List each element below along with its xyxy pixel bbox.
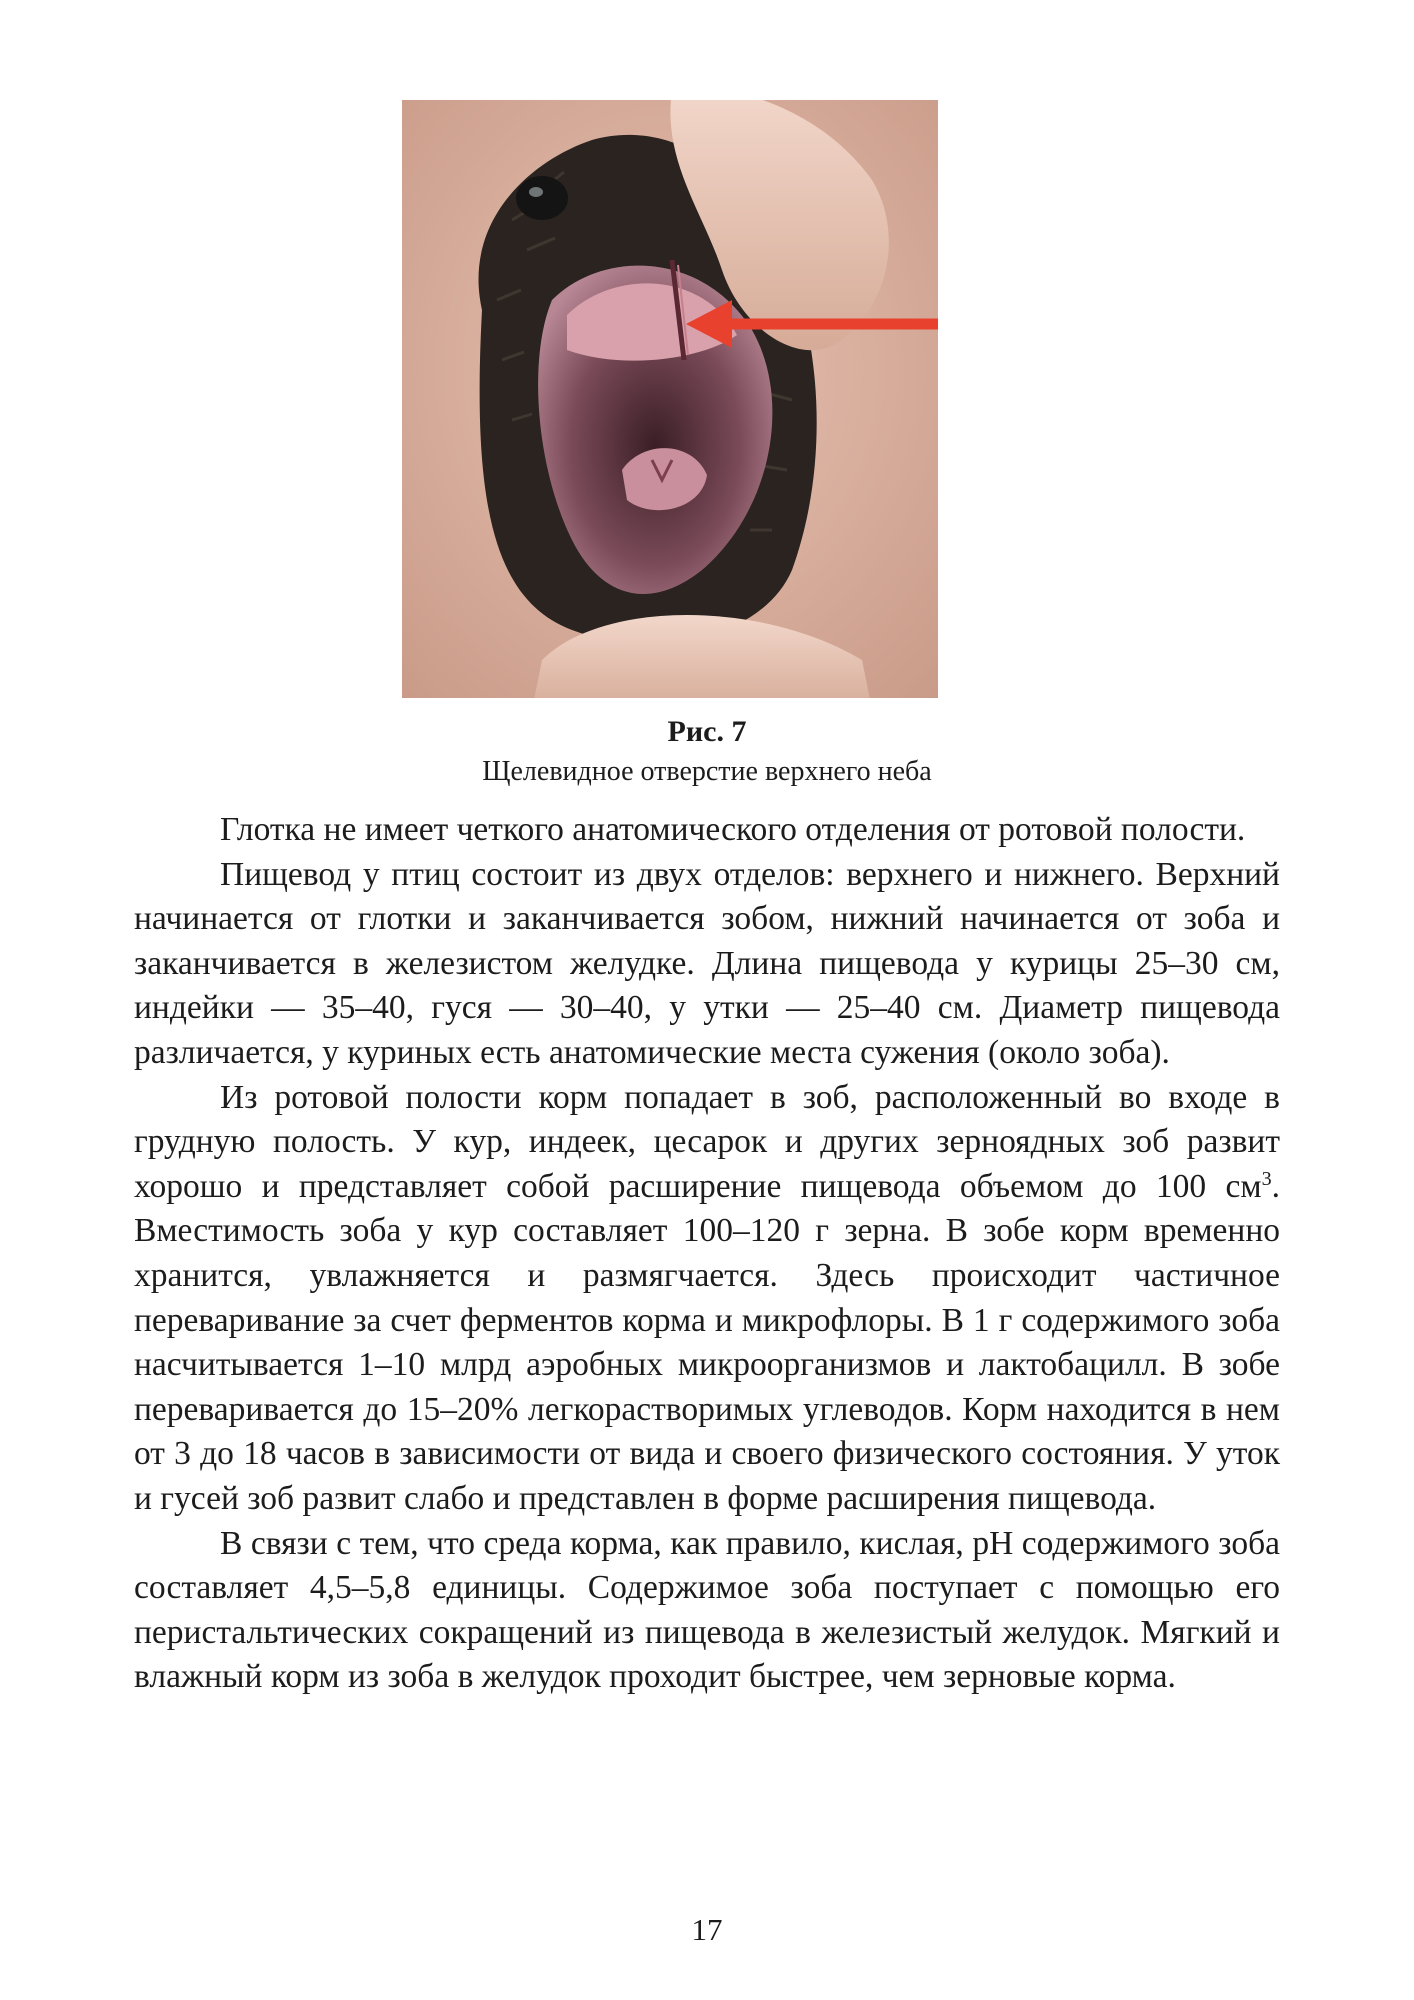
superscript-cubic: 3 xyxy=(1261,1167,1272,1190)
paragraph-crop-part-2: . Вместимость зоба у кур составляет 100–120 г зерна. В зобе корм временно хранится, увлажняется и размягчается. Здесь происходит частичное переваривание за счет ферментов корма и микрофлоры. В 1 г содержимого зоба насчитывается 1–10 млрд аэробных микроорганизмов и лактобацилл. В зобе переваривается до 15–20% легкорастворимых углеводов. Корм находится в нем от 3 до 18 часов в зависимости от вида и своего физического состояния. У уток и гусей зоб развит слабо и представлен в форме расширения пищевода. xyxy=(134,1167,1280,1517)
figure-caption: Щелевидное отверстие верхнего неба xyxy=(482,756,932,787)
palate-photo-illustration xyxy=(402,100,938,698)
paragraph-crop-part-1: Из ротовой полости корм попадает в зоб, расположенный во входе в грудную полость. У кур, индеек, цесарок и других зерноядных зоб развит хорошо и представляет собой расширение пищевода объемом до 100 см xyxy=(134,1078,1280,1205)
paragraph-crop-ph: В связи с тем, что среда корма, как правило, кислая, pH содержимого зоба составляет 4,5–5,8 единицы. Содержимое зоба поступает с помощью его перистальтических сокращений из пищевода в железистый желудок. Мягкий и влажный корм из зоба в желудок проходит быстрее, чем зерновые корма. xyxy=(134,1524,1280,1696)
body-text xyxy=(134,808,1280,1700)
paragraph-esophagus: Пищевод у птиц состоит из двух отделов: верхнего и нижнего. Верхний начинается от глотки и заканчивается зобом, нижний начинается от зоба и заканчивается в железистом желудке. Длина пищевода у курицы 25–30 см, индейки — 35–40, гуся — 30–40, у утки — 25–40 см. Диаметр пищевода различается, у куриных есть анатомические места сужения (около зоба). xyxy=(134,855,1280,1071)
page-number: 17 xyxy=(691,1912,723,1947)
figure-number: Рис. 7 xyxy=(667,715,747,748)
figure-photo-bird-palate xyxy=(402,100,938,698)
paragraph-crop xyxy=(134,1076,1280,1522)
paragraph-pharynx: Глотка не имеет четкого анатомического отделения от ротовой полости. xyxy=(220,811,1246,848)
